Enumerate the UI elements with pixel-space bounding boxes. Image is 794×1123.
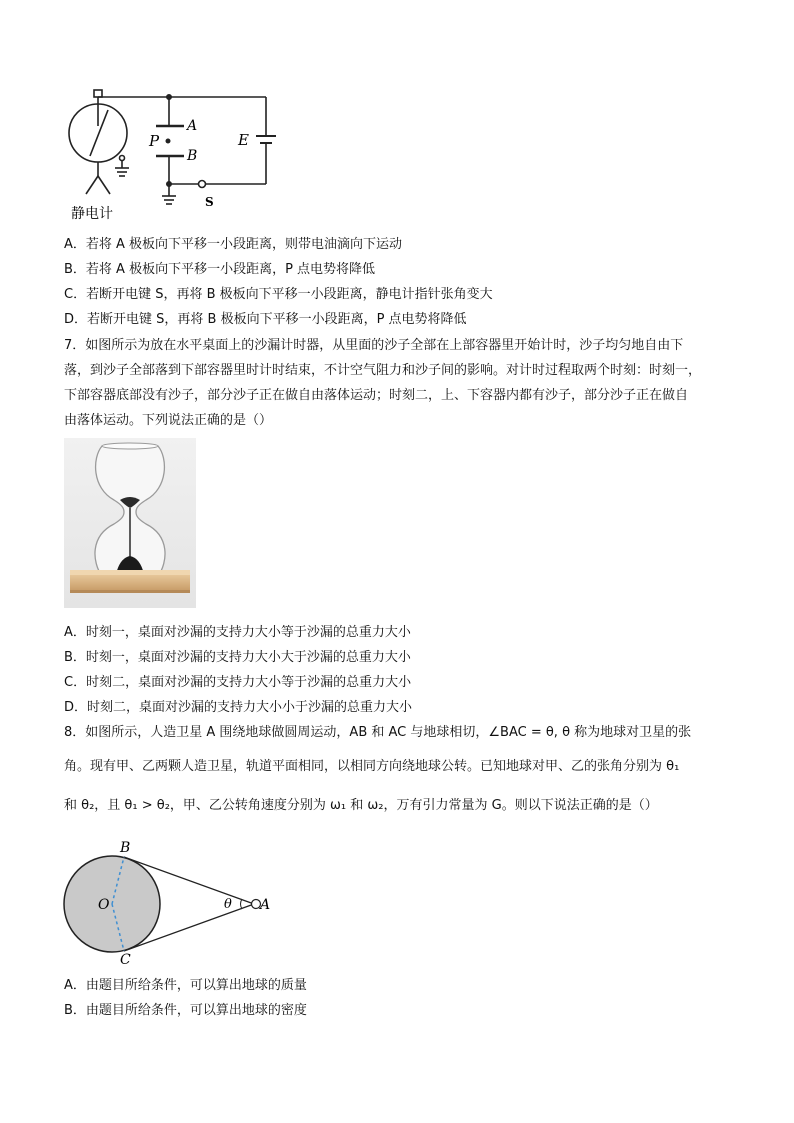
q7-stem-line: 落，到沙子全部落到下部容器里时计时结束，不计空气阻力和沙子间的影响。对计时过程取两个时刻：时刻一， xyxy=(64,363,702,378)
q8-stem-line-1: 8．如图所示，人造卫星 A 围绕地球做圆周运动，AB 和 AC 与地球相切，∠BAC = θ, θ 称为地球对卫星的张 xyxy=(64,725,692,740)
label-c: C xyxy=(120,952,131,966)
q8-option-a: A．由题目所给条件，可以算出地球的质量 xyxy=(64,978,307,993)
q6-option-d: D．若断开电键 S，再将 B 极板向下平移一小段距离，P 点电势将降低 xyxy=(64,312,467,327)
label-b: B xyxy=(187,148,198,164)
label-o: O xyxy=(98,897,110,913)
label-a: A xyxy=(187,118,198,134)
label-a: A xyxy=(260,897,271,913)
q7-stem-line: 由落体运动。下列说法正确的是（） xyxy=(64,413,273,428)
oil-droplet-p xyxy=(166,139,171,144)
q7-stem-line: 下部容器底部没有沙子，部分沙子正在做自由落体运动；时刻二，上、下容器内都有沙子，部分沙子正在做自 xyxy=(64,388,689,403)
q7-option-a: A．时刻一，桌面对沙漏的支持力大小等于沙漏的总重力大小 xyxy=(64,625,411,640)
label-e: E xyxy=(238,131,249,149)
q7-option-b: B．时刻一，桌面对沙漏的支持力大小大于沙漏的总重力大小 xyxy=(64,650,411,665)
q6-option-b: B．若将 A 极板向下平移一小段距离，P 点电势将降低 xyxy=(64,262,376,277)
electrometer-caption: 静电计 xyxy=(71,206,113,222)
electrometer-needle xyxy=(90,110,108,156)
hourglass-photo xyxy=(64,438,196,608)
earth-satellite-diagram xyxy=(62,836,282,966)
label-b: B xyxy=(120,840,131,856)
q7-stem-line: 7．如图所示为放在水平桌面上的沙漏计时器，从里面的沙子全部在上部容器里开始计时，沙子均匀地自由下 xyxy=(64,338,684,353)
q8-stem-line-2: 角。现有甲、乙两颗人造卫星，轨道平面相同，以相同方向绕地球公转。已知地球对甲、乙的张角分别为 θ₁ xyxy=(64,759,680,774)
q6-option-a: A．若将 A 极板向下平移一小段距离，则带电油滴向下运动 xyxy=(64,237,403,252)
q6-option-c: C．若断开电键 S，再将 B 极板向下平移一小段距离，静电计指针张角变大 xyxy=(64,287,493,302)
q8-option-b: B．由题目所给条件，可以算出地球的密度 xyxy=(64,1003,307,1018)
label-s: S xyxy=(205,195,214,209)
label-p: P xyxy=(149,132,160,150)
label-theta: θ xyxy=(224,897,232,912)
q8-stem-line-3: 和 θ₂，且 θ₁ > θ₂，甲、乙公转角速度分别为 ω₁ 和 ω₂，万有引力常量为 G。则以下说法正确的是（） xyxy=(64,798,658,813)
q7-option-c: C．时刻二，桌面对沙漏的支持力大小等于沙漏的总重力大小 xyxy=(64,675,412,690)
switch-s xyxy=(199,181,206,188)
electrometer-circuit-diagram xyxy=(60,86,280,226)
q7-option-d: D．时刻二，桌面对沙漏的支持力大小小于沙漏的总重力大小 xyxy=(64,700,413,715)
